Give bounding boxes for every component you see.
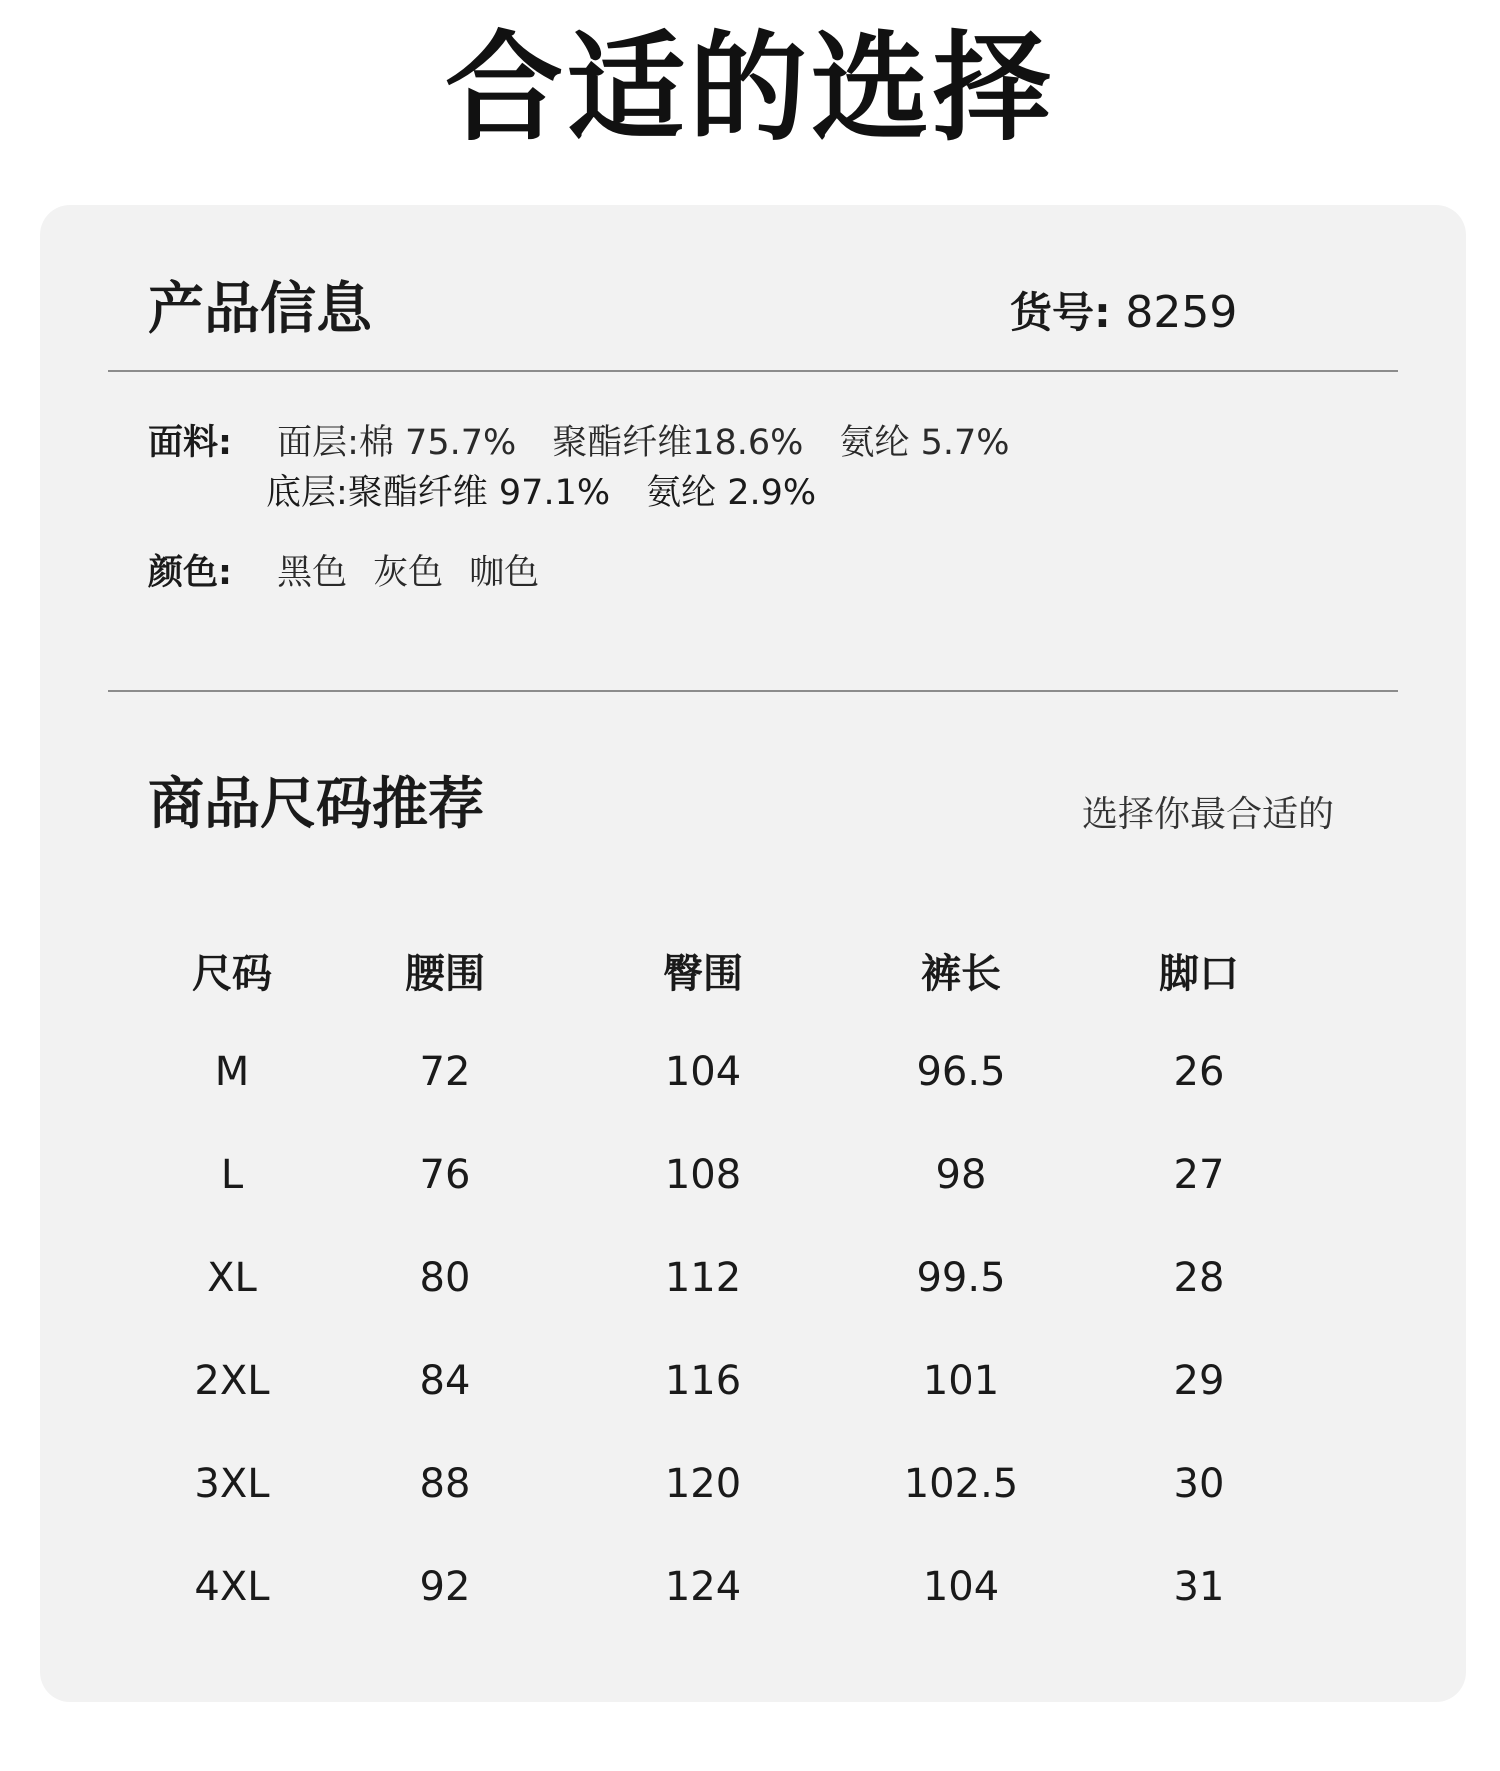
fabric-part: 底层:聚酯纤维 97.1%	[266, 473, 611, 513]
table-cell: 84	[419, 1357, 471, 1404]
fabric-part: 聚酯纤维18.6%	[552, 423, 804, 463]
fabric-line-2	[266, 468, 852, 518]
fabric-label: 面料:	[148, 423, 232, 463]
fabric-line-1	[266, 423, 1045, 463]
header-hip: 臀围	[663, 950, 743, 997]
table-cell: 80	[419, 1254, 471, 1301]
table-cell: 29	[1173, 1357, 1225, 1404]
color-item: 黑色	[277, 553, 348, 593]
table-row	[148, 1535, 1308, 1638]
color-list	[266, 553, 565, 593]
table-cell: XL	[207, 1254, 257, 1301]
table-cell: 26	[1173, 1048, 1225, 1095]
table-header-row	[148, 920, 1308, 1020]
table-cell: 124	[664, 1563, 742, 1610]
color-item: 灰色	[373, 553, 444, 593]
page-title: 合适的选择	[444, 19, 1055, 157]
product-info-title: 产品信息	[148, 277, 372, 342]
color-item: 咖色	[469, 553, 540, 593]
table-cell: 96.5	[916, 1048, 1006, 1095]
table-cell: 76	[419, 1151, 471, 1198]
header-length: 裤长	[921, 950, 1001, 997]
table-cell: 27	[1173, 1151, 1225, 1198]
color-label: 颜色:	[148, 553, 232, 593]
size-table	[148, 920, 1308, 1638]
table-cell: 92	[419, 1563, 471, 1610]
divider	[108, 370, 1398, 372]
table-cell: 101	[922, 1357, 1000, 1404]
table-cell: 104	[664, 1048, 742, 1095]
table-cell: 31	[1173, 1563, 1225, 1610]
table-cell: L	[220, 1151, 244, 1198]
table-cell: 72	[419, 1048, 471, 1095]
table-cell: M	[214, 1048, 250, 1095]
table-cell: 108	[664, 1151, 742, 1198]
table-cell: 120	[664, 1460, 742, 1507]
size-section-subtitle: 选择你最合适的	[1082, 794, 1335, 835]
sku-label: 货号:	[1010, 288, 1111, 337]
header-size: 尺码	[192, 950, 272, 997]
table-cell: 102.5	[903, 1460, 1019, 1507]
divider	[108, 690, 1398, 692]
table-cell: 104	[922, 1563, 1000, 1610]
table-cell: 30	[1173, 1460, 1225, 1507]
header-hem: 脚口	[1159, 950, 1239, 997]
header-waist: 腰围	[405, 950, 485, 997]
table-row	[148, 1432, 1308, 1535]
table-cell: 4XL	[194, 1563, 270, 1610]
sku-value: 8259	[1125, 287, 1238, 338]
table-cell: 28	[1173, 1254, 1225, 1301]
fabric-row	[148, 418, 1045, 468]
table-cell: 2XL	[194, 1357, 270, 1404]
size-section-title: 商品尺码推荐	[148, 772, 484, 837]
product-card	[40, 205, 1466, 1702]
fabric-part: 面层:棉 75.7%	[277, 423, 517, 463]
table-cell: 116	[664, 1357, 742, 1404]
table-cell: 3XL	[194, 1460, 270, 1507]
table-row	[148, 1123, 1308, 1226]
table-row	[148, 1020, 1308, 1123]
fabric-part: 氨纶 5.7%	[839, 423, 1010, 463]
table-cell: 99.5	[916, 1254, 1006, 1301]
table-cell: 98	[935, 1151, 987, 1198]
color-row	[148, 548, 565, 598]
table-cell: 88	[419, 1460, 471, 1507]
table-row	[148, 1329, 1308, 1432]
table-row	[148, 1226, 1308, 1329]
table-cell: 112	[664, 1254, 742, 1301]
sku	[1010, 285, 1237, 341]
fabric-part: 氨纶 2.9%	[646, 473, 817, 513]
